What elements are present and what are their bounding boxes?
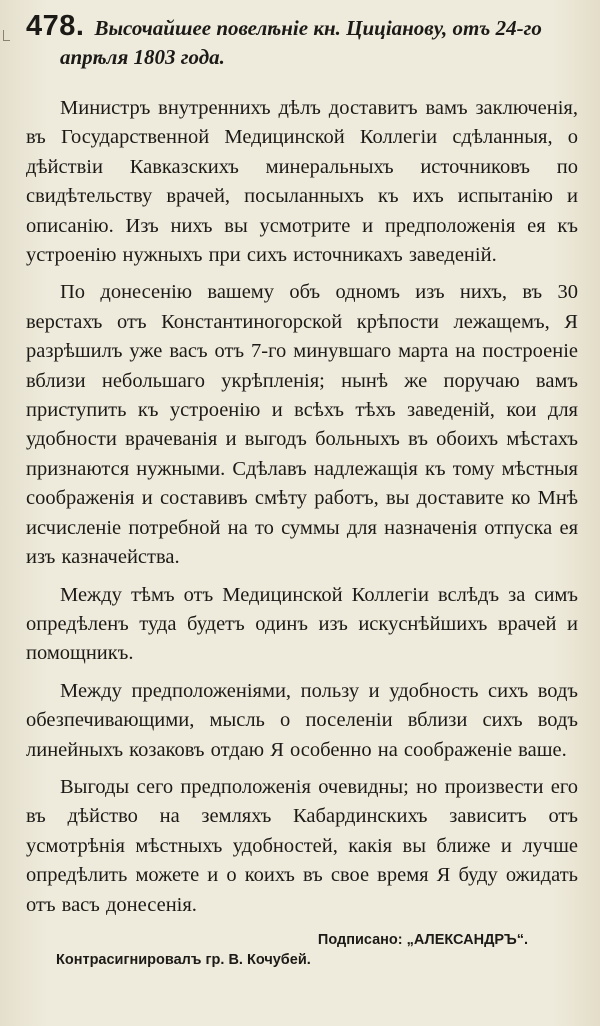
page-edge-mark bbox=[3, 30, 10, 41]
document-title-line1: Высочайшее повелѣніе кн. Цицiанову, отъ 24-го bbox=[94, 16, 542, 40]
paragraph-5: Выгоды сего предположенія очевидны; но произвести его въ дѣйство на земляхъ Кабардинскихъ зависитъ отъ усмотрѣнія мѣстныхъ удобностей, какія вы ближе и лучше опредѣлить можете и о коихъ въ свое время Я буду ожидать отъ васъ донесенія. bbox=[26, 775, 578, 916]
paragraph-2: По донесенію вашему объ одномъ изъ нихъ, въ 30 верстахъ отъ Константиногорской крѣпости лежащемъ, Я разрѣшилъ уже васъ отъ 7-го минувшаго марта на построеніе вблизи небольшаго укрѣпленія; нынѣ же поручаю вамъ приступить къ устроенію и всѣхъ тѣхъ заведеній, кои для удобности врачеванія и выгодъ больныхъ въ обоихъ мѣстахъ признаются нужными. Сдѣлавъ надлежащія къ тому мѣстныя соображенія и составивъ смѣту работъ, вы доставите ко Мнѣ исчисленіе потребной на то суммы для назначенія отпуска ея изъ казначейства. bbox=[26, 281, 578, 569]
countersign-line: Контрасигнировалъ гр. В. Кочубей. bbox=[56, 951, 311, 968]
document-title-line2: апрѣля 1803 года. bbox=[60, 45, 225, 69]
paragraph-3: Между тѣмъ отъ Медицинской Коллегіи вслѣдъ за симъ опредѣленъ туда будетъ одинъ изъ искуснѣйшихъ врачей и помощникъ. bbox=[26, 583, 578, 665]
paragraph-1: Министръ внутреннихъ дѣлъ доставитъ вамъ заключенія, въ Государственной Медицинской Коллегіи сдѣланныя, о дѣйствіи Кавказскихъ минеральныхъ источниковъ по свидѣтельству врачей, посыланныхъ къ ихъ испытанію и описанію. Изъ нихъ вы усмотрите и предположенія ея къ устроенію нужныхъ при сихъ источникахъ заведеній. bbox=[26, 97, 578, 267]
document-heading bbox=[26, 12, 578, 72]
signature-line: Подписано: „АЛЕКСАНДРЪ“. bbox=[317, 931, 528, 948]
document-number: 478. bbox=[26, 10, 85, 42]
paragraph-4: Между предположеніями, пользу и удобность сихъ водъ обезпечивающими, мысль о поселеніи вблизи сихъ водъ линейныхъ козаковъ отдаю Я особенно на соображеніе ваше. bbox=[26, 679, 578, 761]
